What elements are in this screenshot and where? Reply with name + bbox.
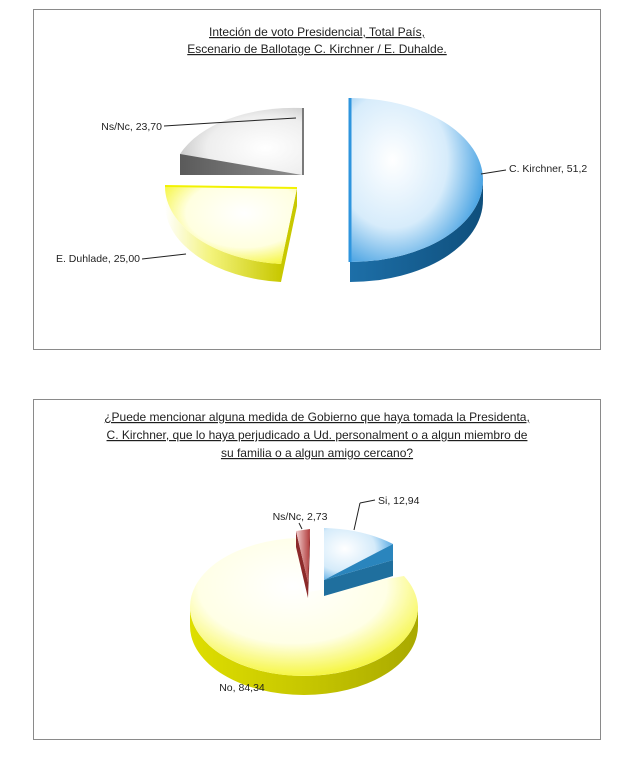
chart-2-panel: [33, 399, 601, 740]
chart-2-svg: [34, 400, 600, 739]
chart-2-leader-nsnc: [299, 523, 302, 529]
chart-1-slice-nsnc: [180, 108, 304, 175]
chart-2-title-line-2: C. Kirchner, que lo haya perjudicado a Ud. personalment o a algun miembro de: [106, 428, 528, 442]
chart-2-title-line-3: su familia o a algun amigo cercano?: [220, 446, 414, 460]
chart-1-leader-nsnc: [164, 123, 212, 126]
chart-1-svg: [34, 10, 600, 349]
chart-1-slice-duhlade: [165, 186, 297, 282]
chart-1-leader-duhlade: [142, 254, 186, 259]
chart-2-label-si: Si, 12,94: [378, 495, 420, 507]
chart-1-slice-kirchner: [350, 98, 483, 282]
chart-2-label-no: No, 84,34: [219, 682, 265, 694]
chart-2-label-nsnc: Ns/Nc, 2,73: [272, 511, 328, 523]
chart-2-title-line-1: ¿Puede mencionar alguna medida de Gobierno que haya tomada la Presidenta,: [104, 410, 530, 424]
chart-2-leader-si: [360, 500, 375, 503]
chart-1-label-kirchner: C. Kirchner, 51,2: [509, 163, 588, 175]
chart-1-title-line-2: Escenario de Ballotage C. Kirchner / E. Duhalde.: [187, 42, 447, 56]
chart-1-panel: [33, 9, 601, 350]
chart-1-title-line-1: Inteción de voto Presidencial, Total País,: [209, 25, 425, 39]
chart-1-leader-kirchner: [481, 170, 506, 174]
chart-1-label-nsnc: Ns/Nc, 23,70: [101, 121, 162, 133]
chart-1-label-duhlade: E. Duhlade, 25,00: [55, 253, 140, 265]
